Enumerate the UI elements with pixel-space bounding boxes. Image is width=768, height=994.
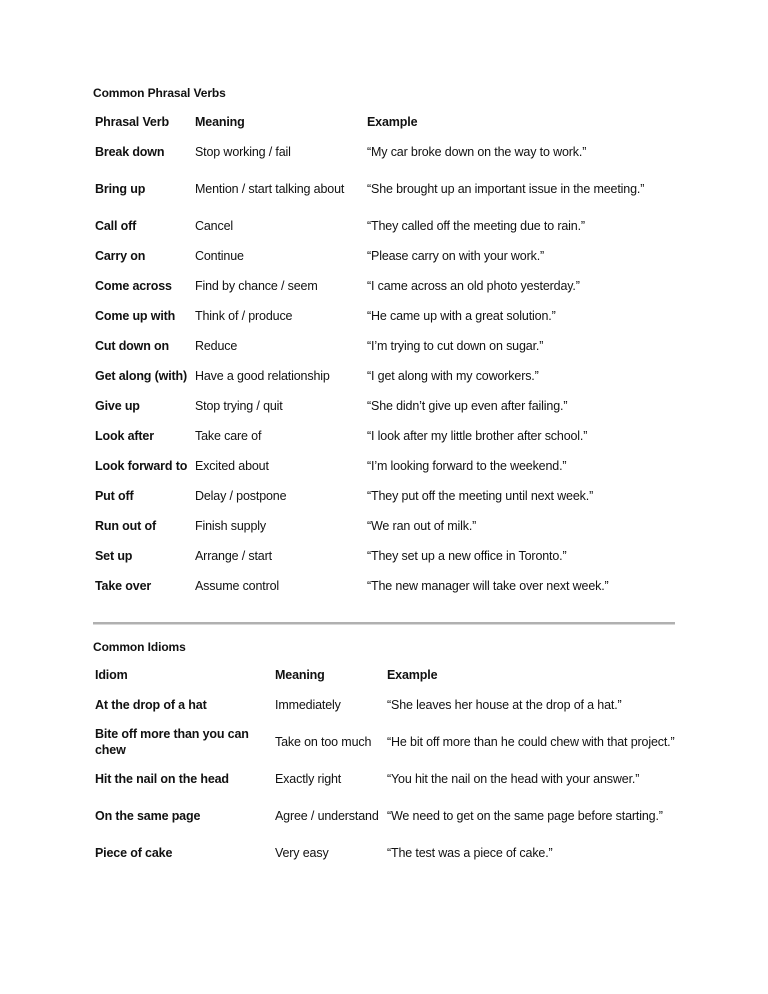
example-cell: “I came across an old photo yesterday.” <box>367 279 580 293</box>
meaning-cell: Stop working / fail <box>195 145 291 159</box>
term-cell: Call off <box>95 219 137 233</box>
table-row <box>95 511 655 541</box>
example-cell: “He bit off more than he could chew with that project.” <box>387 735 675 749</box>
phrasal-verbs-table <box>95 107 655 601</box>
example-cell: “She leaves her house at the drop of a hat.” <box>387 698 622 712</box>
phrasal-verbs-title: Common Phrasal Verbs <box>93 86 226 100</box>
term-cell: Give up <box>95 399 140 413</box>
term-cell: Piece of cake <box>95 846 173 860</box>
term-cell: Put off <box>95 489 134 503</box>
meaning-cell: Have a good relationship <box>195 369 330 383</box>
table-row <box>95 720 675 764</box>
table-header-row <box>95 660 675 690</box>
example-cell: “You hit the nail on the head with your answer.” <box>387 772 640 786</box>
meaning-cell: Very easy <box>275 846 329 860</box>
meaning-cell: Immediately <box>275 698 341 712</box>
table-row <box>95 571 655 601</box>
example-cell: “Please carry on with your work.” <box>367 249 545 263</box>
header-meaning: Meaning <box>275 668 325 682</box>
term-cell: Take over <box>95 579 152 593</box>
table-row <box>95 764 675 794</box>
table-row <box>95 391 655 421</box>
meaning-cell: Find by chance / seem <box>195 279 318 293</box>
meaning-cell: Cancel <box>195 219 234 233</box>
example-cell: “The test was a piece of cake.” <box>387 846 553 860</box>
example-cell: “I get along with my coworkers.” <box>367 369 539 383</box>
header-phrasal-verb: Phrasal Verb <box>95 115 169 129</box>
term-cell: Get along (with) <box>95 369 188 383</box>
term-cell: Hit the nail on the head <box>95 772 229 786</box>
term-cell: Bite off more than you can chew <box>95 727 249 757</box>
table-row <box>95 301 655 331</box>
term-cell: Carry on <box>95 249 146 263</box>
example-cell: “I’m trying to cut down on sugar.” <box>367 339 544 353</box>
table-row <box>95 794 675 838</box>
term-cell: Set up <box>95 549 133 563</box>
example-cell: “I’m looking forward to the weekend.” <box>367 459 567 473</box>
term-cell: Bring up <box>95 182 146 196</box>
idioms-title: Common Idioms <box>93 640 186 654</box>
table-row <box>95 690 675 720</box>
term-cell: Look forward to <box>95 459 188 473</box>
meaning-cell: Mention / start talking about <box>195 182 345 196</box>
example-cell: “We need to get on the same page before starting.” <box>387 809 663 823</box>
example-cell: “The new manager will take over next week.” <box>367 579 609 593</box>
example-cell: “She brought up an important issue in the meeting.” <box>367 182 645 196</box>
term-cell: At the drop of a hat <box>95 698 207 712</box>
example-cell: “I look after my little brother after school.” <box>367 429 588 443</box>
meaning-cell: Assume control <box>195 579 280 593</box>
example-cell: “My car broke down on the way to work.” <box>367 145 587 159</box>
table-row <box>95 481 655 511</box>
term-cell: Come across <box>95 279 172 293</box>
meaning-cell: Take on too much <box>275 735 372 749</box>
meaning-cell: Take care of <box>195 429 262 443</box>
meaning-cell: Stop trying / quit <box>195 399 283 413</box>
example-cell: “They called off the meeting due to rain.” <box>367 219 585 233</box>
table-row <box>95 137 655 167</box>
table-header-row <box>95 107 655 137</box>
meaning-cell: Exactly right <box>275 772 342 786</box>
meaning-cell: Delay / postpone <box>195 489 287 503</box>
meaning-cell: Arrange / start <box>195 549 272 563</box>
example-cell: “We ran out of milk.” <box>367 519 477 533</box>
example-cell: “She didn’t give up even after failing.” <box>367 399 568 413</box>
example-cell: “They set up a new office in Toronto.” <box>367 549 567 563</box>
table-row <box>95 421 655 451</box>
term-cell: Break down <box>95 145 165 159</box>
meaning-cell: Finish supply <box>195 519 266 533</box>
header-idiom: Idiom <box>95 668 128 682</box>
table-row <box>95 211 655 241</box>
table-row <box>95 451 655 481</box>
header-example: Example <box>367 115 418 129</box>
example-cell: “He came up with a great solution.” <box>367 309 556 323</box>
header-meaning: Meaning <box>195 115 245 129</box>
table-row <box>95 167 655 211</box>
term-cell: Look after <box>95 429 154 443</box>
meaning-cell: Excited about <box>195 459 269 473</box>
meaning-cell: Reduce <box>195 339 238 353</box>
example-cell: “They put off the meeting until next week.” <box>367 489 594 503</box>
header-example: Example <box>387 668 438 682</box>
meaning-cell: Think of / produce <box>195 309 293 323</box>
idioms-table <box>95 660 675 868</box>
term-cell: Cut down on <box>95 339 170 353</box>
meaning-cell: Agree / understand <box>275 809 379 823</box>
term-cell: Come up with <box>95 309 176 323</box>
table-row <box>95 361 655 391</box>
term-cell: On the same page <box>95 809 201 823</box>
table-row <box>95 331 655 361</box>
table-row <box>95 838 675 868</box>
horizontal-divider <box>93 622 675 625</box>
meaning-cell: Continue <box>195 249 244 263</box>
table-row <box>95 271 655 301</box>
table-row <box>95 241 655 271</box>
table-row <box>95 541 655 571</box>
term-cell: Run out of <box>95 519 156 533</box>
